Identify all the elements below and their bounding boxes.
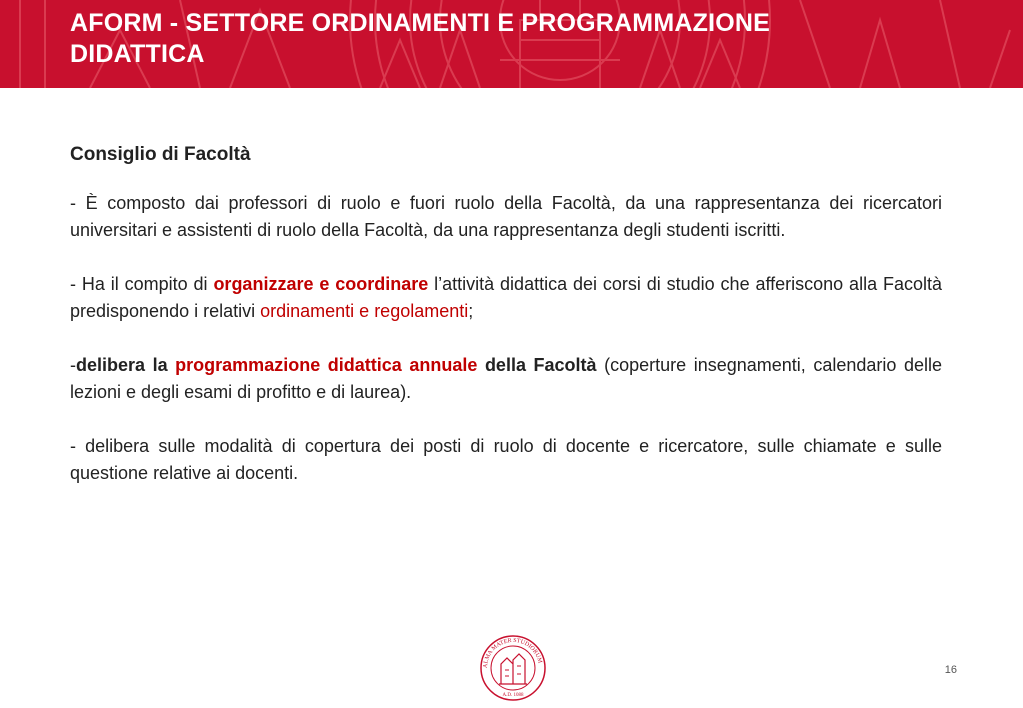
duties-text-1: - Ha il compito di: [70, 274, 214, 294]
page-title: [70, 8, 970, 70]
programming-bold-1: delibera la: [76, 355, 176, 375]
page-number: 16: [944, 664, 957, 676]
svg-text:A.D. 1088: A.D. 1088: [502, 693, 524, 698]
paragraph-appointments: - delibera sulle modalità di copertura dei posti di ruolo di docente e ricercatore, sulle chiamate e sulle questione relative ai docenti.: [70, 436, 942, 483]
paragraph-composition: - È composto dai professori di ruolo e fuori ruolo della Facoltà, da una rappresentanza dei ricercatori universitari e assistenti di ruolo della Facoltà, da una rappresentanza degli studenti iscritti.: [70, 193, 942, 240]
page-title-line-2: DIDATTICA: [70, 40, 205, 68]
seal-lettering: ALMA MATER STUDIORUM: [482, 637, 543, 669]
paragraph-programming: [70, 352, 942, 406]
page-title-line-1: AFORM - SETTORE ORDINAMENTI E PROGRAMMAZIONE: [70, 9, 770, 37]
programming-highlight: programmazione didattica annuale: [175, 355, 478, 375]
university-seal-icon: [479, 634, 547, 702]
programming-bold-2: della Facoltà: [477, 355, 597, 375]
slide-content: [70, 142, 942, 514]
section-heading: Consiglio di Facoltà: [70, 144, 251, 165]
duties-highlight-regulations: ordinamenti e regolamenti: [260, 301, 469, 321]
programming-rest: (coperture insegnamenti, calendario delle lezioni e degli esami di profitto e di laurea).: [70, 355, 943, 402]
duties-text-3: ;: [468, 301, 474, 321]
duties-highlight-organize: organizzare e coordinare: [213, 274, 429, 294]
paragraph-duties: [70, 271, 942, 325]
programming-dash: -: [70, 355, 76, 375]
header-band: [0, 0, 1023, 88]
duties-text-2: l’attività didattica dei corsi di studio che afferiscono alla Facoltà predisponendo i relativi: [70, 274, 942, 321]
